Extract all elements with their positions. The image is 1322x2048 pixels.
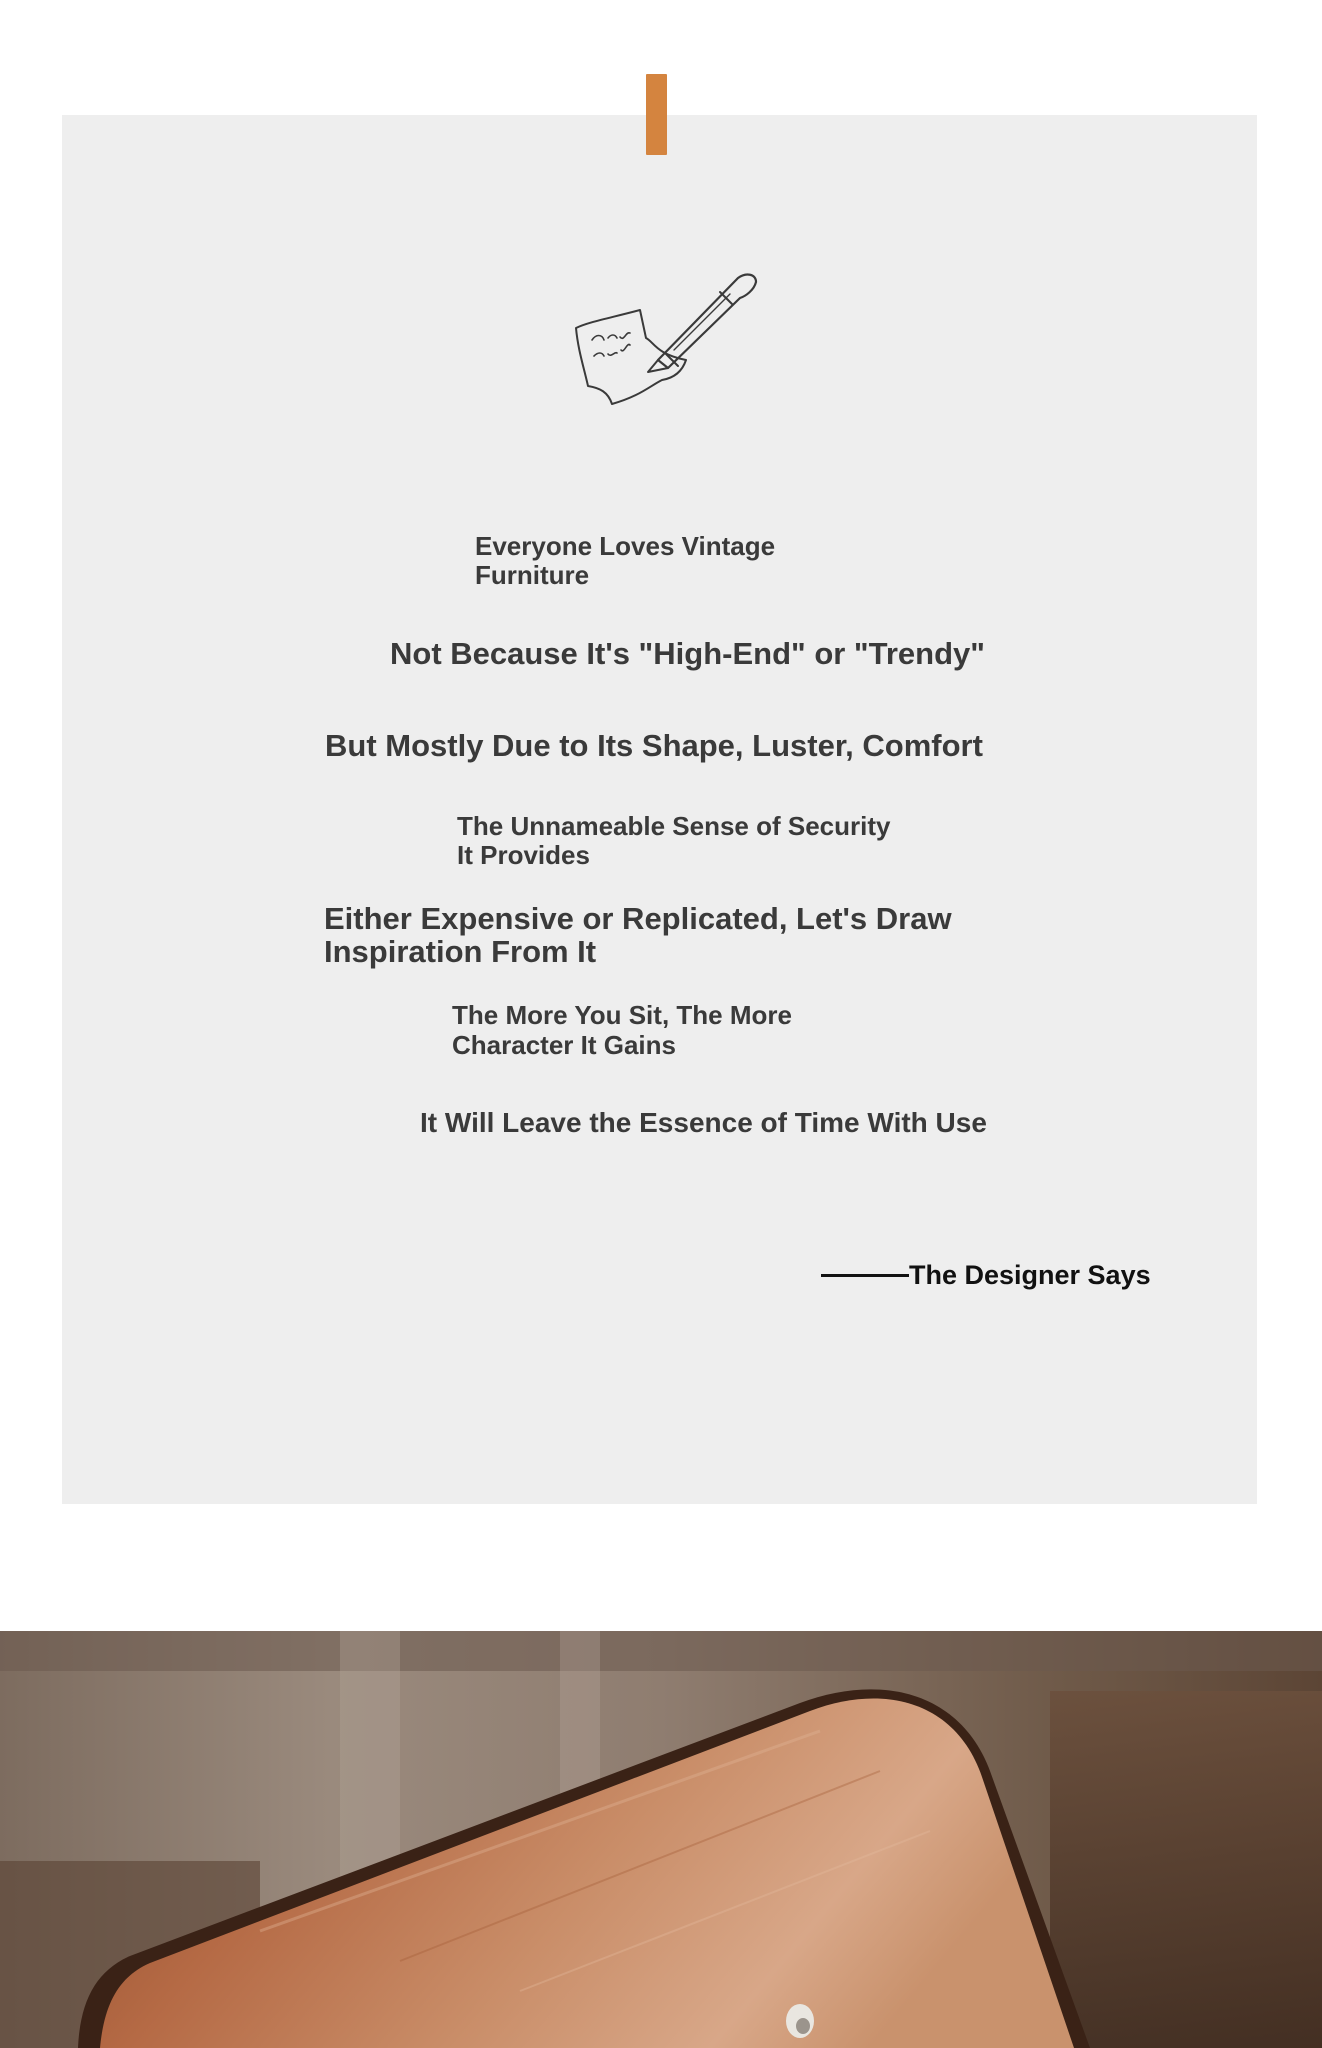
quote-line-4: The Unnameable Sense of Security It Provides xyxy=(457,811,891,870)
signature-dash xyxy=(821,1274,909,1277)
quote-line-6: The More You Sit, The More Character It Gains xyxy=(452,1000,792,1060)
quote-line-5: Either Expensive or Replicated, Let's Draw Inspiration From It xyxy=(324,901,952,969)
quote-line-3: But Mostly Due to Its Shape, Luster, Comfort xyxy=(325,728,983,763)
tape-strip-icon xyxy=(646,74,667,155)
signature-text: The Designer Says xyxy=(909,1260,1151,1290)
chair-photo xyxy=(0,1631,1322,2048)
quote-line-1: Everyone Loves Vintage Furniture xyxy=(475,531,776,590)
quote-line-2: Not Because It's "High-End" or "Trendy" xyxy=(390,636,985,671)
quote-line-7: It Will Leave the Essence of Time With Use xyxy=(420,1107,987,1138)
signature xyxy=(821,1259,1151,1291)
pen-and-paper-sketch-icon xyxy=(570,268,764,406)
